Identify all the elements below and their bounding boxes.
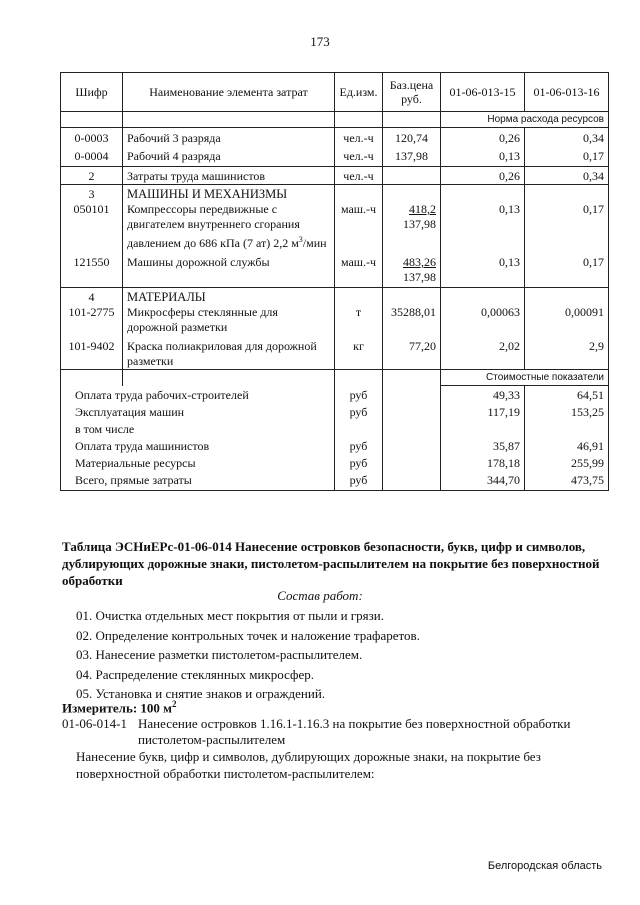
row-name: Затраты труда машинистов [123,167,335,185]
table-row [61,251,609,288]
total-v2: 255,99 [525,454,609,471]
total-v1: 178,18 [441,454,525,471]
total-unit: руб [335,454,383,471]
row-code: 0-0004 [61,146,123,167]
row-v2: 0,17 [525,251,609,288]
row-unit: кг [335,335,383,370]
table-header [61,73,609,112]
row-v1: 0,13 [441,202,525,251]
resources-table [60,72,609,491]
row-unit: чел.-ч [335,146,383,167]
table-row [61,202,609,251]
total-name: в том числе [61,420,335,437]
row-v1: 0,00063 [441,305,525,335]
section-title: МАТЕРИАЛЫ [123,288,335,306]
price-sub: 137,98 [403,270,436,284]
section-row [61,185,609,203]
row-code: 101-2775 [61,305,123,335]
row-v2: 0,17 [525,146,609,167]
row-v1: 0,13 [441,251,525,288]
superscript: 3 [298,235,303,244]
row-v2: 0,17 [525,202,609,251]
list-item: 04. Распределение стеклянных микросфер. [76,666,314,682]
meter-line [62,699,177,716]
total-unit: руб [335,386,383,404]
row-v1: 0,26 [441,167,525,185]
row-unit: чел.-ч [335,128,383,147]
total-row [61,471,609,491]
total-name: Оплата труда машинистов [61,437,335,454]
table-row [61,305,609,335]
row-name: Микросферы стеклянные для дорожной разметки [123,305,335,335]
total-name: Оплата труда рабочих-строителей [61,386,335,404]
row-name: Рабочий 3 разряда [123,128,335,147]
total-v2: 473,75 [525,471,609,491]
row-v1: 0,26 [441,128,525,147]
norm-label: Норма расхода ресурсов [441,112,609,128]
total-row [61,454,609,471]
steps-list [76,606,420,704]
list-item: 05. Установка и снятие знаков и ограждений. [76,686,326,701]
entry-code: 01-06-014-1 [62,716,127,731]
table-row [61,167,609,185]
row-name: Рабочий 4 разряда [123,146,335,167]
row-unit: чел.-ч [335,167,383,185]
section-row [61,288,609,306]
row-name-suffix: /мин [302,236,327,250]
row-v2: 2,9 [525,335,609,370]
section-title: МАШИНЫ И МЕХАНИЗМЫ [123,185,335,203]
total-name: Эксплуатация машин [61,403,335,420]
row-code: 050101 [61,202,123,251]
price-main: 418,2 [409,202,436,216]
row-price [383,202,441,251]
header-name: Наименование элемента затрат [123,73,335,112]
section-number: 4 [61,288,123,306]
total-v2: 64,51 [525,386,609,404]
header-col1: 01-06-013-15 [441,73,525,112]
table-row [61,335,609,370]
table-row [61,146,609,167]
paragraph: Нанесение букв, цифр и символов, дублирующих дорожные знаки, на покрытие без поверхностной обработки пистолетом-распылителем: [76,749,541,781]
row-price: 137,98 [383,146,441,167]
total-row [61,403,609,420]
row-v1: 2,02 [441,335,525,370]
row-v2: 0,34 [525,128,609,147]
row-v2: 0,00091 [525,305,609,335]
row-name-text: Компрессоры передвижные с двигателем внутреннего сгорания давлением до 686 кПа (7 ат) 2,2 м [127,202,300,250]
list-item: 03. Нанесение разметки пистолетом-распылителем. [76,647,363,662]
row-unit: маш.-ч [335,251,383,288]
header-price: Баз.цена руб. [383,73,441,112]
row-unit: т [335,305,383,335]
total-v1: 35,87 [441,437,525,454]
total-v1: 344,70 [441,471,525,491]
row-price: 77,20 [383,335,441,370]
total-name: Материальные ресурсы [61,454,335,471]
composition-title: Состав работ: [277,588,363,603]
row-price: 120,74 [383,128,441,147]
row-v1: 0,13 [441,146,525,167]
row-price: 35288,01 [383,305,441,335]
total-row [61,386,609,404]
total-v1: 49,33 [441,386,525,404]
section-heading: Таблица ЭСНиЕРс-01-06-014 Нанесение островков безопасности, букв, цифр и символов, дублирующих дорожные знаки, пистолетом-распылителем на покрытие без поверхностной обработки [62,539,600,588]
section-number: 3 [61,185,123,203]
table-row [61,128,609,147]
total-v2: 46,91 [525,437,609,454]
meter-superscript: 2 [172,699,177,709]
row-code: 121550 [61,251,123,288]
total-row [61,437,609,454]
page-number: 173 [310,34,330,49]
total-unit: руб [335,471,383,491]
total-unit: руб [335,437,383,454]
row-unit: маш.-ч [335,202,383,251]
total-v2: 153,25 [525,403,609,420]
meter-label: Измеритель: 100 м [62,700,173,716]
total-name: Всего, прямые затраты [61,471,335,491]
row-name [123,202,335,251]
row-v2: 0,34 [525,167,609,185]
header-col2: 01-06-013-16 [525,73,609,112]
price-main: 483,26 [403,255,436,269]
entry-text: Нанесение островков 1.16.1-1.16.3 на покрытие без поверхностной обработки пистолетом-распылителем [138,716,571,747]
header-code: Шифр [61,73,123,112]
cost-label: Стоимостные показатели [441,370,609,386]
row-code: 101-9402 [61,335,123,370]
row-code: 0-0003 [61,128,123,147]
row-price [383,251,441,288]
row-name: Краска полиакриловая для дорожной разметки [123,335,335,370]
region-footer: Белгородская область [487,860,602,872]
list-item: 02. Определение контрольных точек и наложение трафаретов. [76,627,420,643]
list-item: 01. Очистка отдельных мест покрытия от пыли и грязи. [76,608,384,623]
header-unit: Ед.изм. [335,73,383,112]
row-name: Машины дорожной службы [123,251,335,288]
total-unit: руб [335,403,383,420]
total-row [61,420,609,437]
price-sub: 137,98 [403,217,436,231]
row-code: 2 [61,167,123,185]
total-v1: 117,19 [441,403,525,420]
